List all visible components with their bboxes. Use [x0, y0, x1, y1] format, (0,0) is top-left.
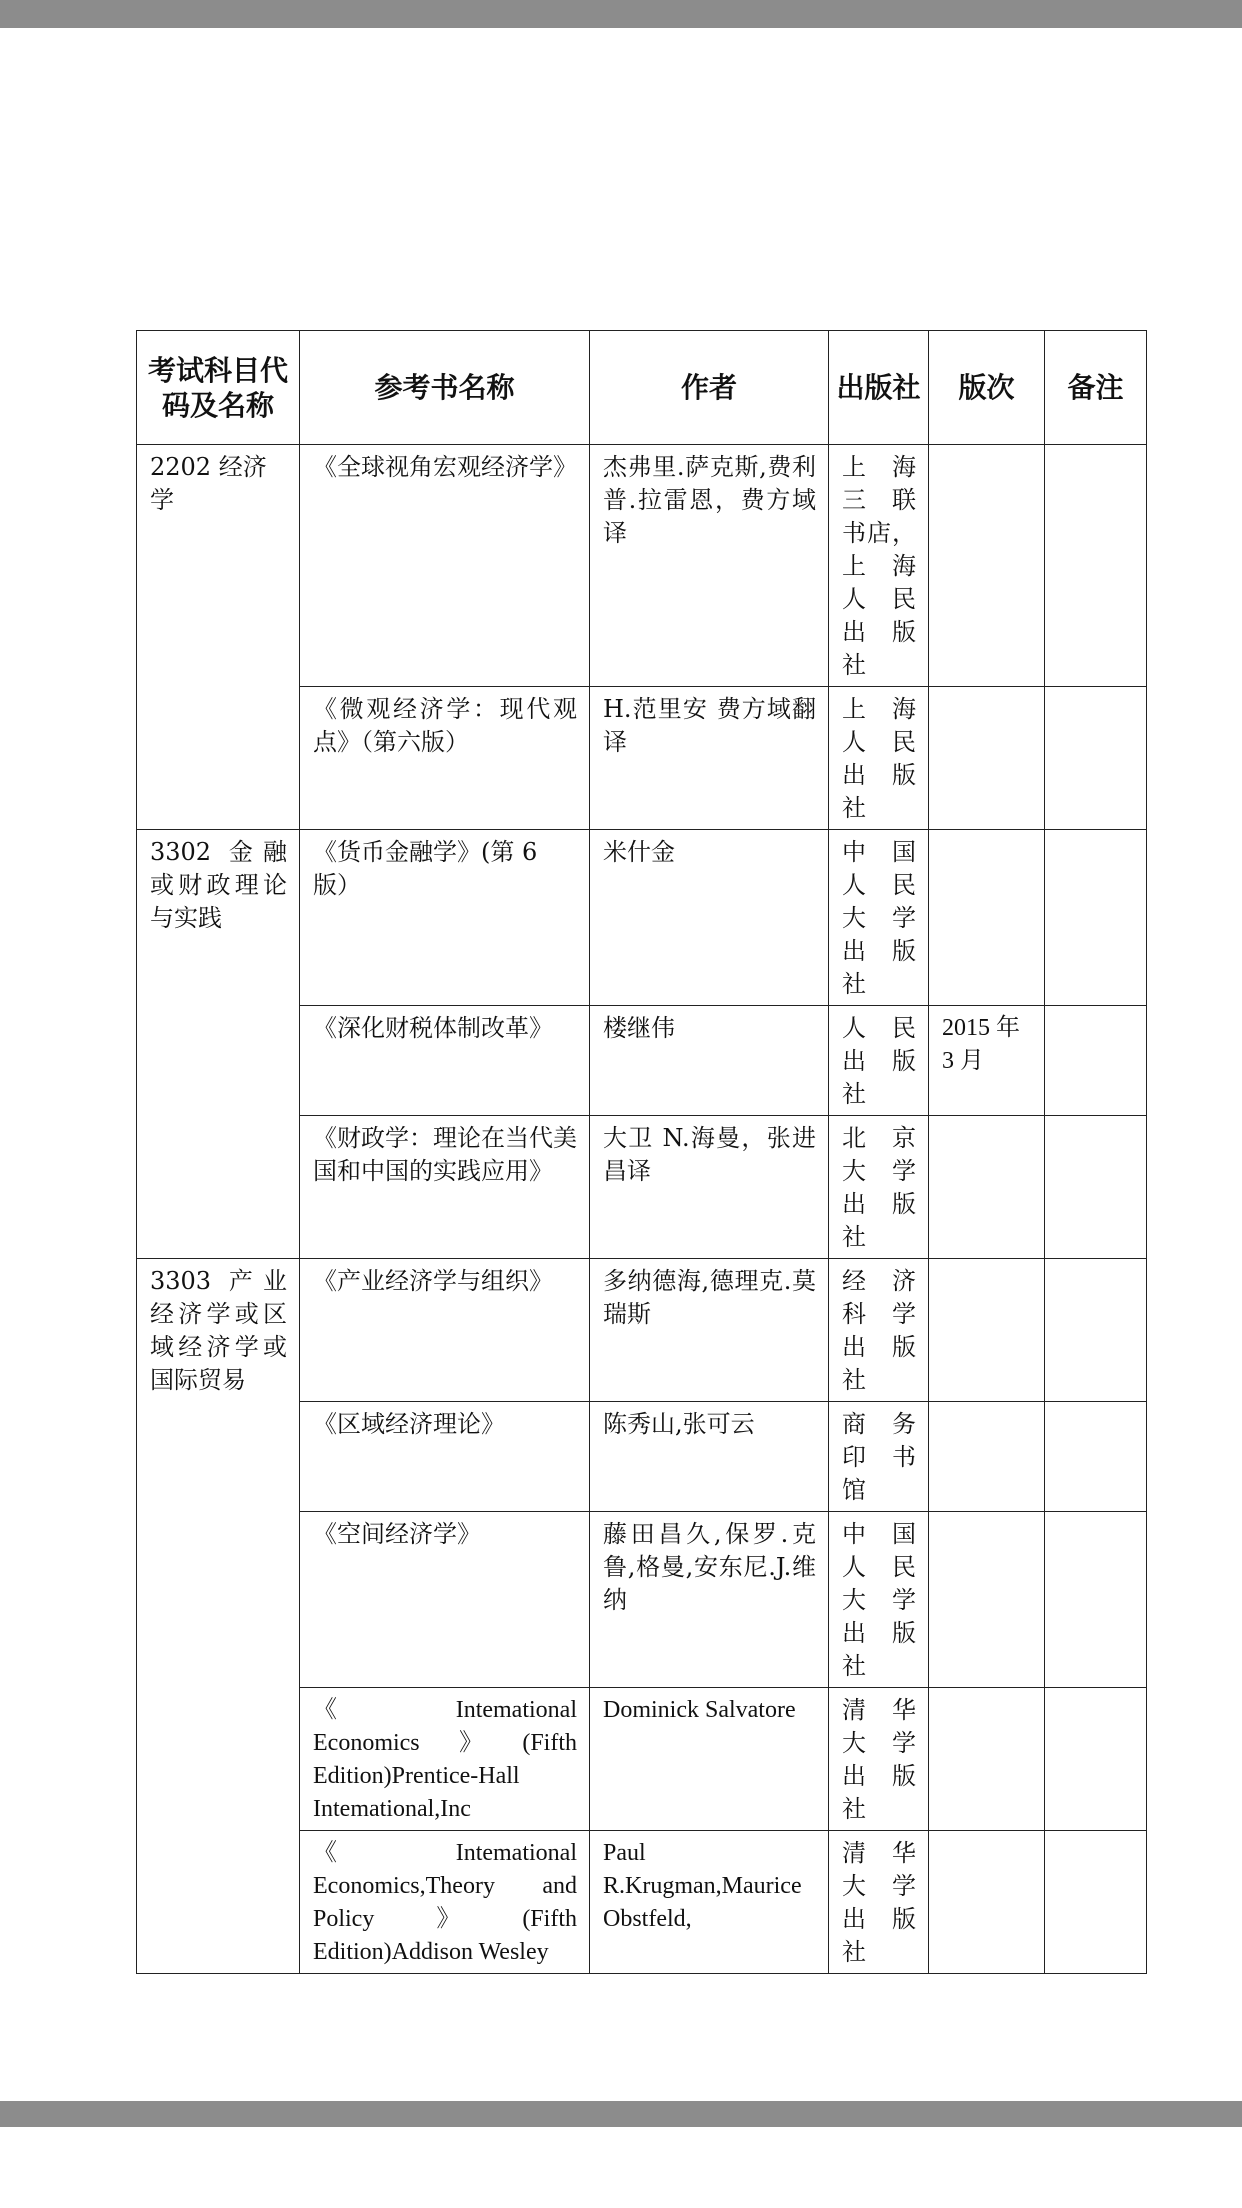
edition-cell	[929, 1688, 1045, 1831]
table-header-row	[137, 331, 1147, 445]
header-edition: 版次	[929, 331, 1045, 445]
header-book: 参考书名称	[300, 331, 590, 445]
book-cell: 《全球视角宏观经济学》	[300, 445, 590, 687]
publisher-cell: 中 国 人 民 大 学 出 版 社	[829, 1512, 929, 1688]
author-cell: 米什金	[590, 830, 829, 1006]
subject-cell: 3303 产业经济学或区域经济学或国际贸易	[137, 1259, 300, 1974]
reference-book-table	[136, 330, 1147, 1974]
author-cell: 大卫 N.海曼，张进昌译	[590, 1116, 829, 1259]
author-cell: H.范里安 费方域翻译	[590, 687, 829, 830]
publisher-cell: 商 务 印 书 馆	[829, 1402, 929, 1512]
publisher-cell: 人 民 出 版 社	[829, 1006, 929, 1116]
edition-cell	[929, 1116, 1045, 1259]
publisher-cell: 经 济 科 学 出 版 社	[829, 1259, 929, 1402]
header-note: 备注	[1045, 331, 1147, 445]
author-cell: Paul R.Krugman,Maurice Obstfeld,	[590, 1831, 829, 1974]
author-cell: 藤田昌久,保罗.克鲁,格曼,安东尼.J.维纳	[590, 1512, 829, 1688]
edition-cell	[929, 1259, 1045, 1402]
publisher-cell: 清 华 大 学 出 版 社	[829, 1831, 929, 1974]
book-cell: 《区域经济理论》	[300, 1402, 590, 1512]
subject-cell: 2202 经济学	[137, 445, 300, 830]
header-publisher: 出版社	[829, 331, 929, 445]
edition-cell	[929, 1831, 1045, 1974]
subject-cell: 3302 金融或财政理论与实践	[137, 830, 300, 1259]
book-cell: 《Intemational Economics,Theory and Policy》(Fifth Edition)Addison Wesley	[300, 1831, 590, 1974]
book-cell: 《财政学：理论在当代美国和中国的实践应用》	[300, 1116, 590, 1259]
book-cell: 《微观经济学：现代观点》（第六版）	[300, 687, 590, 830]
edition-cell: 2015 年 3 月	[929, 1006, 1045, 1116]
note-cell	[1045, 445, 1147, 687]
book-cell: 《深化财税体制改革》	[300, 1006, 590, 1116]
publisher-cell: 北 京 大 学 出 版 社	[829, 1116, 929, 1259]
edition-cell	[929, 687, 1045, 830]
publisher-cell: 中 国 人 民 大 学 出 版 社	[829, 830, 929, 1006]
header-subject: 考试科目代码及名称	[137, 331, 300, 445]
note-cell	[1045, 687, 1147, 830]
note-cell	[1045, 830, 1147, 1006]
note-cell	[1045, 1259, 1147, 1402]
author-cell: 陈秀山,张可云	[590, 1402, 829, 1512]
publisher-cell: 上 海 三 联 书店， 上 海 人 民 出 版 社	[829, 445, 929, 687]
book-cell: 《空间经济学》	[300, 1512, 590, 1688]
book-cell: 《货币金融学》(第 6 版）	[300, 830, 590, 1006]
edition-cell	[929, 1402, 1045, 1512]
author-cell: 多纳德海,德理克.莫瑞斯	[590, 1259, 829, 1402]
author-cell: 杰弗里.萨克斯,费利普.拉雷恩，费方域译	[590, 445, 829, 687]
publisher-cell: 上 海 人 民 出 版 社	[829, 687, 929, 830]
publisher-cell: 清 华 大 学 出 版 社	[829, 1688, 929, 1831]
note-cell	[1045, 1006, 1147, 1116]
note-cell	[1045, 1402, 1147, 1512]
edition-cell	[929, 445, 1045, 687]
edition-cell	[929, 830, 1045, 1006]
note-cell	[1045, 1116, 1147, 1259]
book-cell: 《产业经济学与组织》	[300, 1259, 590, 1402]
table-row	[137, 1259, 1147, 1402]
note-cell	[1045, 1512, 1147, 1688]
table-row	[137, 830, 1147, 1006]
top-border-bar	[0, 0, 1242, 28]
note-cell	[1045, 1688, 1147, 1831]
note-cell	[1045, 1831, 1147, 1974]
book-cell: 《Intemational Economics》(Fifth Edition)Prentice-Hall Intemational,Inc	[300, 1688, 590, 1831]
author-cell: 楼继伟	[590, 1006, 829, 1116]
author-cell: Dominick Salvatore	[590, 1688, 829, 1831]
bottom-border-bar	[0, 2101, 1242, 2127]
edition-cell	[929, 1512, 1045, 1688]
table-row	[137, 445, 1147, 687]
header-author: 作者	[590, 331, 829, 445]
